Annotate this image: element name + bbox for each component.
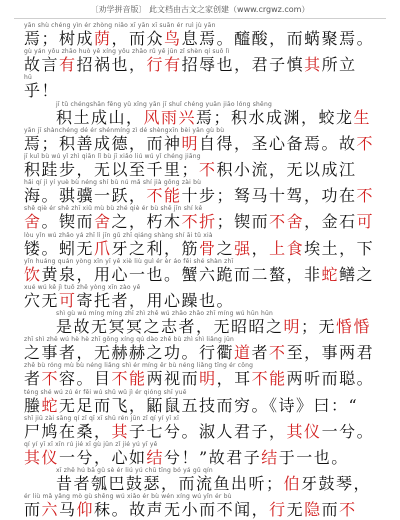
pinyin-line: xī zhě hú bā gǔ sè ér liú yú chū tīng bó yá gǔ qín xyxy=(56,467,213,475)
text-segment: 积跬步，无以至千里； xyxy=(24,159,200,179)
pinyin-line: zhī shì zhě wú hè hè zhī gōng xíng qú dào zhě bù zhì shì liǎng jūn xyxy=(24,336,234,344)
text-segment: ；锲而 xyxy=(216,212,270,232)
text-segment: ，而众 xyxy=(111,29,165,48)
pinyin-line: jī kuǐ bù wú yǐ zhì qiān lǐ bù jī xiǎo liú wú yǐ chéng jiāng xyxy=(24,152,201,160)
highlighted-text: 强 xyxy=(234,238,252,258)
hanzi-line xyxy=(24,501,384,519)
highlighted-text: 伯 xyxy=(283,474,302,494)
text-segment: 所立 xyxy=(321,55,357,75)
text-segment: 容。目 xyxy=(59,369,112,389)
hanzi-line xyxy=(24,161,384,179)
highlighted-text: 蛇 xyxy=(41,395,60,415)
text-segment: 之，朽木 xyxy=(111,212,182,232)
pinyin-line: shě qiè ér shě zhī xiǔ mù bù zhé qiè ér bù shě jīn shí kě xyxy=(24,205,203,213)
highlighted-text: 其仪 xyxy=(286,421,322,441)
hanzi-line xyxy=(24,135,384,153)
highlighted-text: 行 xyxy=(269,500,287,520)
hanzi-line xyxy=(24,475,400,493)
text-segment: 马 xyxy=(59,500,77,520)
text-segment: 牙之利，筋 xyxy=(111,238,200,258)
text-segment: 穴无 xyxy=(24,290,60,310)
highlighted-text: 可 xyxy=(356,212,375,232)
pinyin-line: jī tǔ chéngshān fēng yǔ xīng yān jī shuǐ chéng yuān jiāo lóng shēng xyxy=(56,100,272,108)
text-segment: 秣。故声无小而不闻， xyxy=(94,500,270,520)
pinyin-line: yān jī shànchéng dé ér shénmíng zì dé shèngxīn bèi yān gù bù xyxy=(24,126,225,134)
hanzi-line xyxy=(24,240,384,258)
pinyin-line: qí yí yī xī xīn rú jié xī gù jūn zǐ jié yú yī yě xyxy=(24,441,158,448)
text-line xyxy=(24,362,384,388)
hanzi-line xyxy=(24,109,400,127)
text-segment: 海。骐骥一跃， xyxy=(24,186,147,206)
text-line xyxy=(24,493,384,519)
hanzi-line xyxy=(24,344,384,362)
document-body xyxy=(24,22,384,520)
document-header: 〔劝学拼音版〕 此文档由古文之家创建（www.crgwz.com） xyxy=(90,5,310,14)
highlighted-text: 道 xyxy=(234,343,252,363)
text-line xyxy=(24,258,384,284)
text-segment: 牙鼓琴， xyxy=(301,474,372,494)
pinyin-line: hǎi qí jì yí yuè bù néng shí bù nú mǎ shí jià gōng zài bù xyxy=(24,179,202,187)
text-segment: ，金石 xyxy=(304,212,357,232)
pinyin-line: hū xyxy=(24,74,33,82)
pinyin-line: shì gù wú míng míng zhī zhì zhě wú zhāo zhāo zhī míng wú hūn hūn xyxy=(56,310,274,318)
text-segment: 十步；驽马十驾，功在 xyxy=(181,186,357,206)
highlighted-text: 可 xyxy=(59,290,77,310)
pinyin-line: yān shù chéng yìn ér zhòng niǎo xī yān xī suān ér ruì jù yān xyxy=(24,22,216,29)
text-segment: 一兮。 xyxy=(321,421,375,441)
hanzi-line xyxy=(24,449,384,467)
text-segment: 而 xyxy=(321,500,340,520)
hanzi-line xyxy=(24,187,384,205)
hanzi-line xyxy=(24,56,384,74)
text-segment: 一兮，心如 xyxy=(59,448,147,467)
highlighted-text: 不能 xyxy=(251,369,287,389)
highlighted-text: 其 xyxy=(304,55,322,75)
highlighted-text: 有 xyxy=(59,55,77,75)
text-segment: 自得，圣心备焉。故 xyxy=(199,133,357,153)
highlighted-text: 不 xyxy=(339,500,357,520)
header-divider xyxy=(14,18,386,19)
text-segment: 两听而聪。 xyxy=(286,369,375,389)
highlighted-text: 不能 xyxy=(146,186,182,206)
text-line xyxy=(24,441,384,467)
text-segment: 埃土，下 xyxy=(304,238,375,258)
highlighted-text: 有 xyxy=(164,55,182,75)
text-segment: 镂。蚓无 xyxy=(24,238,95,258)
highlighted-text: 荫 xyxy=(94,29,112,48)
text-segment: 螣 xyxy=(24,395,42,415)
pinyin-line: lòu yǐn wú zhǎo yá zhī lì jīn gǔ zhī qiáng shàng shí āi tǔ xià xyxy=(24,231,213,239)
highlighted-text: 明 xyxy=(181,133,200,153)
highlighted-text: 不折 xyxy=(181,212,217,232)
highlighted-text: 骨 xyxy=(199,238,217,258)
text-segment: 乎！ xyxy=(24,81,60,101)
highlighted-text: 仰 xyxy=(76,500,95,520)
highlighted-text: 爪 xyxy=(94,238,112,258)
highlighted-text: 舍 xyxy=(24,212,42,232)
pinyin-line: ér liù mǎ yǎng mò gù shēng wú xiǎo ér bù wén xíng wú yǐn ér bù xyxy=(24,493,232,501)
text-segment: 积土成山， xyxy=(56,107,144,127)
text-segment: 焉；树成 xyxy=(24,29,95,48)
highlighted-text: 六 xyxy=(41,500,60,520)
text-line xyxy=(24,179,384,205)
highlighted-text: 鸟 xyxy=(164,29,182,48)
text-segment: 寄托者，用心躁也。 xyxy=(76,290,235,310)
highlighted-text: 不舍 xyxy=(269,212,305,232)
highlighted-text: 惛惛 xyxy=(336,317,372,337)
highlighted-text: 隐 xyxy=(304,500,322,520)
text-segment: 黄泉，用心一也。蟹六跪而二螯，非 xyxy=(41,264,322,284)
hanzi-line xyxy=(24,292,384,310)
text-segment: ， xyxy=(251,238,270,258)
text-line xyxy=(24,467,384,493)
highlighted-text: 不 xyxy=(199,159,217,179)
text-line xyxy=(24,310,384,336)
highlighted-text: 生 xyxy=(353,107,372,127)
highlighted-text: 不 xyxy=(41,369,60,389)
highlighted-text: 不能 xyxy=(111,369,147,389)
text-segment: 两视而 xyxy=(146,369,200,389)
text-segment: ；无 xyxy=(301,317,337,337)
highlighted-text: 结 xyxy=(261,448,279,467)
text-segment: 至，事两君 xyxy=(286,343,375,363)
text-segment: 之 xyxy=(216,238,235,258)
text-segment: 招辱也，君子慎 xyxy=(181,55,305,75)
highlighted-text: 行 xyxy=(146,55,165,75)
text-line xyxy=(24,127,384,153)
pinyin-line: téng shé wú zú ér fēi wú shǔ wǔ jì ér qióng shī yuē xyxy=(24,388,187,396)
pinyin-line: zhě bù róng mù bù néng liǎng shì ér míng ěr bù néng liǎng tīng ér cōng xyxy=(24,362,254,370)
pinyin-line: shī jiū zài sāng qí zǐ qī xī shū rén jūn zǐ qí yí yī xī xyxy=(24,414,180,422)
highlighted-text: 不 xyxy=(269,343,287,363)
hanzi-line xyxy=(24,370,384,388)
text-line xyxy=(24,48,384,74)
text-line xyxy=(24,232,384,258)
text-segment: 于一也。 xyxy=(278,448,349,467)
text-segment: 鳝之 xyxy=(339,264,375,284)
text-segment: 息焉。醯酸，而蜹聚焉。 xyxy=(181,29,375,48)
highlighted-text: 不 xyxy=(356,186,375,206)
highlighted-text: 舍 xyxy=(94,212,112,232)
text-line xyxy=(24,284,384,310)
text-segment: 无足而飞，鼫鼠五技而穷。《诗》曰：“ xyxy=(59,395,359,415)
highlighted-text: 结 xyxy=(146,448,165,467)
text-segment: 无 xyxy=(286,500,305,520)
highlighted-text: 风雨兴 xyxy=(143,107,197,127)
hanzi-line xyxy=(24,213,384,231)
text-segment: 者 xyxy=(24,369,42,389)
text-segment: 昔者瓠巴鼓瑟，而流鱼出听； xyxy=(56,474,284,494)
hanzi-line xyxy=(24,397,384,415)
highlighted-text: 其 xyxy=(111,421,130,441)
highlighted-text: 上食 xyxy=(269,238,305,258)
pinyin-line: xué wú kě jì tuō zhě yòng xīn zào yě xyxy=(24,283,141,291)
text-line xyxy=(24,101,384,127)
highlighted-text: 饮 xyxy=(24,264,42,284)
hanzi-line xyxy=(24,423,384,441)
highlighted-text: 不 xyxy=(356,133,375,153)
text-segment: 兮！”故君子 xyxy=(164,448,262,467)
highlighted-text: 明 xyxy=(283,317,302,337)
hanzi-line xyxy=(24,266,384,284)
text-segment: 子七兮。淑人君子， xyxy=(129,421,287,441)
text-segment: 焉；积善成德，而神 xyxy=(24,133,182,153)
text-segment: 之事者，无赫赫之功。行衢 xyxy=(24,343,235,363)
text-line xyxy=(24,415,384,441)
text-line xyxy=(24,205,384,231)
text-line xyxy=(24,336,384,362)
text-line xyxy=(24,389,384,415)
text-segment: 者 xyxy=(251,343,270,363)
text-segment: ，耳 xyxy=(216,369,252,389)
hanzi-line xyxy=(24,30,384,48)
text-segment: 是故无冥冥之志者，无昭昭之 xyxy=(56,317,284,337)
highlighted-text: 其仪 xyxy=(24,448,60,467)
text-segment: 积小流，无以成江 xyxy=(216,159,357,179)
text-segment: 。锲而 xyxy=(41,212,95,232)
text-segment: 故言 xyxy=(24,55,60,75)
text-segment: 焉；积水成渊，蛟龙 xyxy=(196,107,354,127)
pinyin-line: yǐn huáng quán yòng xīn yī yě xiè liù guì ér èr áo fēi shé shàn zhī xyxy=(24,257,234,265)
text-segment: 尸鸠在桑， xyxy=(24,421,112,441)
hanzi-line xyxy=(24,82,384,100)
text-line xyxy=(24,74,384,100)
text-line xyxy=(24,153,384,179)
pinyin-line: gù yán yǒu zhāo huò yě xíng yǒu zhāo rǔ yě jūn zǐ shèn qí suǒ lì xyxy=(24,48,230,56)
text-segment: 招祸也， xyxy=(76,55,147,75)
highlighted-text: 蛇 xyxy=(321,264,340,284)
hanzi-line xyxy=(24,318,400,336)
highlighted-text: 明 xyxy=(199,369,217,389)
text-segment: 而 xyxy=(24,500,42,520)
text-line xyxy=(24,22,384,48)
